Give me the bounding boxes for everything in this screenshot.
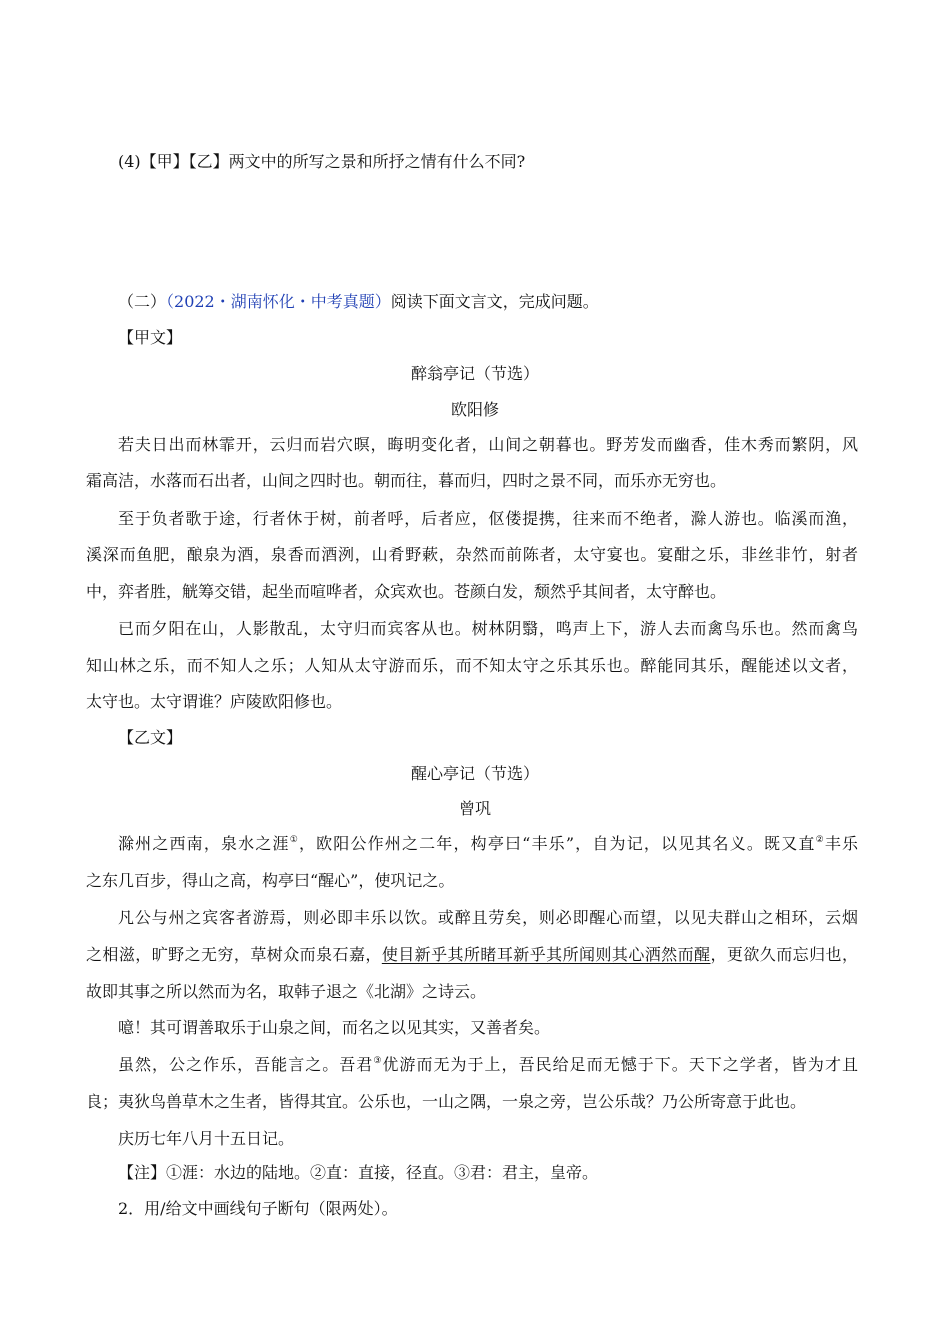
footnotes: 【注】①涯：水边的陆地。②直：直接，径直。③君：君主，皇帝。 [118, 1163, 599, 1182]
yi-line: 凡公与州之宾客者游焉，则必即丰乐以饮。或醉且劳矣，则必即醒心而望，以见夫群山之相环，云烟 [118, 908, 858, 927]
yi-line: 庆历七年八月十五日记。 [118, 1129, 295, 1148]
yi-line: 滁州之西南，泉水之涯①，欧阳公作州之二年，构亭曰“丰乐”，自为记，以见其名义。既又直②丰乐 [118, 834, 858, 853]
footnote-2-marker: ② [815, 835, 825, 845]
yi-line: 故即其事之所以然而为名，取韩子退之《北湖》之诗云。 [86, 982, 487, 1001]
yi-title: 醒心亭记（节选） [410, 764, 539, 783]
jia-line: 溪深而鱼肥，酿泉为酒，泉香而酒洌，山肴野蔌，杂然而前陈者，太守宴也。宴酣之乐，非丝非竹，射者 [86, 545, 858, 564]
section-2-source[interactable]: （2022・湖南怀化・中考真题） [166, 292, 391, 311]
yi-line: 噫！其可谓善取乐于山泉之间，而名之以见其实，又善者矣。 [118, 1018, 551, 1037]
yi-line: 虽然，公之作乐，吾能言之。吾君③优游而无为于上，吾民给足而无憾于下。天下之学者，皆为才且 [118, 1055, 858, 1074]
jia-title: 醉翁亭记（节选） [410, 364, 539, 383]
yi-line: 之东几百步，得山之高，构亭曰“醒心”，使巩记之。 [86, 871, 455, 890]
yi-line: 之相滋，旷野之无穷，草树众而泉石嘉，使目新乎其所睹耳新乎其所闻则其心洒然而醒，更欲久而忘归也， [86, 945, 858, 964]
underlined-sentence: 使目新乎其所睹耳新乎其所闻则其心洒然而醒 [381, 945, 711, 964]
jia-line: 知山林之乐，而不知人之乐；人知从太守游而乐，而不知太守之乐其乐也。醉能同其乐，醒能述以文者， [86, 656, 858, 675]
jia-author: 欧阳修 [450, 400, 499, 419]
yi-label: 【乙文】 [118, 728, 183, 747]
jia-line: 已而夕阳在山，人影散乱，太守归而宾客从也。树林阴翳，鸣声上下，游人去而禽鸟乐也。然而禽鸟 [118, 619, 858, 638]
section-2-prefix: （二） [118, 292, 167, 311]
jia-line: 至于负者歌于途，行者休于树，前者呼，后者应，伛偻提携，往来而不绝者，滁人游也。临溪而渔， [118, 509, 858, 528]
jia-line: 太守也。太守谓谁？庐陵欧阳修也。 [86, 692, 343, 711]
question-2: 2．用/给文中画线句子断句（限两处）。 [118, 1199, 398, 1218]
footnote-3-marker: ③ [373, 1056, 383, 1066]
jia-label: 【甲文】 [118, 328, 183, 347]
jia-line: 霜高洁，水落而石出者，山间之四时也。朝而往，暮而归，四时之景不同，而乐亦无穷也。 [86, 471, 727, 490]
yi-author: 曾巩 [458, 799, 491, 818]
yi-line: 良；夷狄鸟兽草木之生者，皆得其宜。公乐也，一山之隅，一泉之旁，岂公乐哉？乃公所寄意于此也。 [86, 1092, 807, 1111]
question-4: (4)【甲】【乙】两文中的所写之景和所抒之情有什么不同? [118, 152, 526, 171]
footnote-1-marker: ① [289, 835, 299, 845]
section-2-heading [118, 290, 599, 314]
jia-line: 中，弈者胜，觥筹交错，起坐而喧哗者，众宾欢也。苍颜白发，颓然乎其间者，太守醉也。 [86, 582, 727, 601]
section-2-instruction: 阅读下面文言文，完成问题。 [390, 292, 599, 311]
jia-line: 若夫日出而林霏开，云归而岩穴暝，晦明变化者，山间之朝暮也。野芳发而幽香，佳木秀而繁阴，风 [118, 435, 858, 454]
